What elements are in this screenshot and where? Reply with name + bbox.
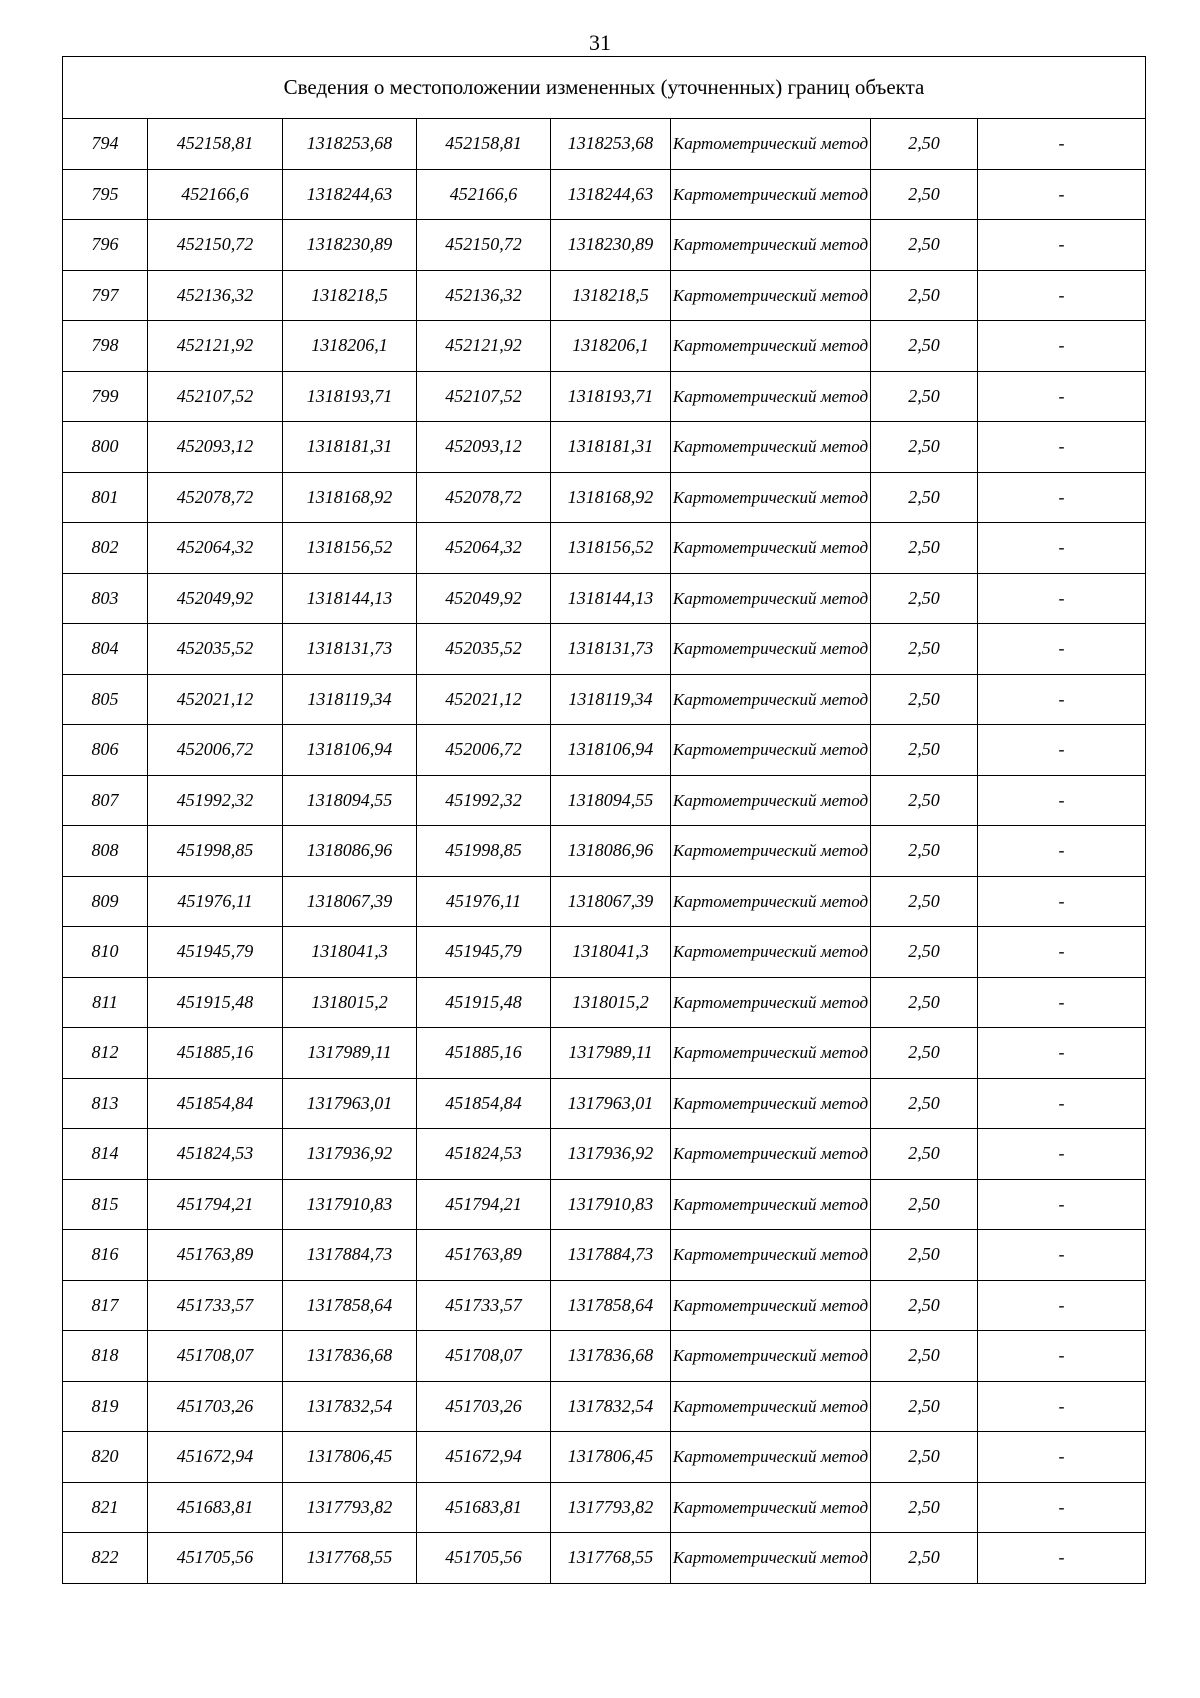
cell-x-new: 451998,85 xyxy=(417,826,551,877)
cell-point-number: 799 xyxy=(63,371,148,422)
cell-method xyxy=(671,1280,871,1331)
cell-y-new: 1318244,63 xyxy=(551,169,671,220)
cell-method xyxy=(671,1432,871,1483)
cell-precision: 2,50 xyxy=(871,826,978,877)
cell-x-new: 452049,92 xyxy=(417,573,551,624)
cell-precision: 2,50 xyxy=(871,472,978,523)
cell-x-new: 451915,48 xyxy=(417,977,551,1028)
cell-y-new: 1318119,34 xyxy=(551,674,671,725)
cell-method xyxy=(671,876,871,927)
cell-x-existing: 452150,72 xyxy=(148,220,283,271)
cell-x-existing: 451998,85 xyxy=(148,826,283,877)
cell-precision: 2,50 xyxy=(871,119,978,170)
method-text: Картометрический метод xyxy=(672,1346,869,1366)
cell-method xyxy=(671,775,871,826)
cell-point-number: 817 xyxy=(63,1280,148,1331)
cell-precision: 2,50 xyxy=(871,977,978,1028)
cell-x-new: 452166,6 xyxy=(417,169,551,220)
cell-x-existing: 451885,16 xyxy=(148,1028,283,1079)
cell-description: - xyxy=(978,1078,1146,1129)
cell-precision: 2,50 xyxy=(871,371,978,422)
cell-x-existing: 452049,92 xyxy=(148,573,283,624)
cell-x-new: 451703,26 xyxy=(417,1381,551,1432)
cell-x-existing: 451945,79 xyxy=(148,927,283,978)
cell-x-new: 452035,52 xyxy=(417,624,551,675)
cell-description: - xyxy=(978,977,1146,1028)
cell-x-existing: 452006,72 xyxy=(148,725,283,776)
table-row xyxy=(63,1482,1146,1533)
cell-method xyxy=(671,573,871,624)
cell-x-existing: 451705,56 xyxy=(148,1533,283,1584)
cell-point-number: 798 xyxy=(63,321,148,372)
cell-precision: 2,50 xyxy=(871,1129,978,1180)
table-body xyxy=(63,57,1146,1584)
cell-y-existing: 1318244,63 xyxy=(283,169,417,220)
cell-y-new: 1318144,13 xyxy=(551,573,671,624)
cell-x-new: 452121,92 xyxy=(417,321,551,372)
cell-y-new: 1318193,71 xyxy=(551,371,671,422)
table-row xyxy=(63,1381,1146,1432)
cell-description: - xyxy=(978,422,1146,473)
cell-precision: 2,50 xyxy=(871,1482,978,1533)
cell-precision: 2,50 xyxy=(871,674,978,725)
cell-point-number: 820 xyxy=(63,1432,148,1483)
cell-y-new: 1317858,64 xyxy=(551,1280,671,1331)
cell-method xyxy=(671,371,871,422)
cell-y-existing: 1318067,39 xyxy=(283,876,417,927)
cell-y-new: 1318253,68 xyxy=(551,119,671,170)
table-row xyxy=(63,927,1146,978)
cell-method xyxy=(671,826,871,877)
cell-precision: 2,50 xyxy=(871,624,978,675)
method-text: Картометрический метод xyxy=(672,891,869,911)
cell-y-new: 1318218,5 xyxy=(551,270,671,321)
cell-x-new: 452064,32 xyxy=(417,523,551,574)
cell-x-new: 451824,53 xyxy=(417,1129,551,1180)
cell-x-existing: 452064,32 xyxy=(148,523,283,574)
method-text: Картометрический метод xyxy=(672,588,869,608)
cell-y-existing: 1318230,89 xyxy=(283,220,417,271)
cell-y-new: 1317884,73 xyxy=(551,1230,671,1281)
cell-point-number: 797 xyxy=(63,270,148,321)
cell-description: - xyxy=(978,573,1146,624)
cell-x-existing: 451854,84 xyxy=(148,1078,283,1129)
cell-y-existing: 1318144,13 xyxy=(283,573,417,624)
method-text: Картометрический метод xyxy=(672,437,869,457)
cell-precision: 2,50 xyxy=(871,775,978,826)
cell-method xyxy=(671,1078,871,1129)
cell-y-new: 1318041,3 xyxy=(551,927,671,978)
cell-precision: 2,50 xyxy=(871,927,978,978)
cell-method xyxy=(671,1230,871,1281)
cell-y-existing: 1317858,64 xyxy=(283,1280,417,1331)
cell-description: - xyxy=(978,1432,1146,1483)
cell-description: - xyxy=(978,472,1146,523)
cell-y-existing: 1317963,01 xyxy=(283,1078,417,1129)
cell-y-existing: 1318041,3 xyxy=(283,927,417,978)
cell-precision: 2,50 xyxy=(871,1280,978,1331)
cell-description: - xyxy=(978,725,1146,776)
method-text: Картометрический метод xyxy=(672,992,869,1012)
cell-method xyxy=(671,1482,871,1533)
cell-description: - xyxy=(978,1331,1146,1382)
table-row xyxy=(63,1230,1146,1281)
cell-y-new: 1318168,92 xyxy=(551,472,671,523)
cell-x-existing: 452166,6 xyxy=(148,169,283,220)
cell-method xyxy=(671,927,871,978)
table-row xyxy=(63,725,1146,776)
cell-description: - xyxy=(978,775,1146,826)
method-text: Картометрический метод xyxy=(672,487,869,507)
cell-point-number: 813 xyxy=(63,1078,148,1129)
cell-y-new: 1318230,89 xyxy=(551,220,671,271)
cell-y-existing: 1318181,31 xyxy=(283,422,417,473)
cell-y-existing: 1318094,55 xyxy=(283,775,417,826)
cell-method xyxy=(671,169,871,220)
table-row xyxy=(63,1533,1146,1584)
cell-point-number: 808 xyxy=(63,826,148,877)
cell-y-existing: 1317832,54 xyxy=(283,1381,417,1432)
cell-y-new: 1317836,68 xyxy=(551,1331,671,1382)
cell-y-new: 1318131,73 xyxy=(551,624,671,675)
cell-description: - xyxy=(978,523,1146,574)
cell-method xyxy=(671,119,871,170)
cell-y-existing: 1317768,55 xyxy=(283,1533,417,1584)
cell-y-existing: 1317806,45 xyxy=(283,1432,417,1483)
cell-x-new: 451672,94 xyxy=(417,1432,551,1483)
cell-description: - xyxy=(978,321,1146,372)
cell-y-existing: 1318206,1 xyxy=(283,321,417,372)
cell-y-existing: 1317989,11 xyxy=(283,1028,417,1079)
cell-method xyxy=(671,523,871,574)
table-row xyxy=(63,1432,1146,1483)
cell-y-new: 1317832,54 xyxy=(551,1381,671,1432)
cell-point-number: 804 xyxy=(63,624,148,675)
cell-y-existing: 1318131,73 xyxy=(283,624,417,675)
cell-y-new: 1318086,96 xyxy=(551,826,671,877)
table-row xyxy=(63,1129,1146,1180)
cell-description: - xyxy=(978,1230,1146,1281)
cell-x-existing: 452136,32 xyxy=(148,270,283,321)
cell-y-new: 1317910,83 xyxy=(551,1179,671,1230)
cell-method xyxy=(671,624,871,675)
cell-point-number: 801 xyxy=(63,472,148,523)
cell-precision: 2,50 xyxy=(871,1331,978,1382)
table-row xyxy=(63,1179,1146,1230)
cell-y-new: 1318206,1 xyxy=(551,321,671,372)
cell-y-existing: 1318193,71 xyxy=(283,371,417,422)
cell-method xyxy=(671,1533,871,1584)
cell-x-new: 451733,57 xyxy=(417,1280,551,1331)
cell-description: - xyxy=(978,1533,1146,1584)
method-text: Картометрический метод xyxy=(672,1144,869,1164)
page-number: 31 xyxy=(589,30,611,55)
cell-precision: 2,50 xyxy=(871,1078,978,1129)
method-text: Картометрический метод xyxy=(672,1497,869,1517)
method-text: Картометрический метод xyxy=(672,1043,869,1063)
cell-point-number: 814 xyxy=(63,1129,148,1180)
cell-y-existing: 1318106,94 xyxy=(283,725,417,776)
cell-x-new: 451705,56 xyxy=(417,1533,551,1584)
cell-description: - xyxy=(978,220,1146,271)
cell-precision: 2,50 xyxy=(871,1381,978,1432)
cell-x-new: 452158,81 xyxy=(417,119,551,170)
cell-y-existing: 1318218,5 xyxy=(283,270,417,321)
cell-point-number: 806 xyxy=(63,725,148,776)
cell-point-number: 818 xyxy=(63,1331,148,1382)
cell-method xyxy=(671,270,871,321)
cell-description: - xyxy=(978,1028,1146,1079)
table-row xyxy=(63,624,1146,675)
table-row xyxy=(63,573,1146,624)
cell-x-existing: 452078,72 xyxy=(148,472,283,523)
cell-description: - xyxy=(978,1381,1146,1432)
method-text: Картометрический метод xyxy=(672,184,869,204)
cell-precision: 2,50 xyxy=(871,169,978,220)
cell-x-existing: 452035,52 xyxy=(148,624,283,675)
cell-precision: 2,50 xyxy=(871,1432,978,1483)
table-row xyxy=(63,220,1146,271)
table-row xyxy=(63,1280,1146,1331)
cell-point-number: 795 xyxy=(63,169,148,220)
table-row xyxy=(63,472,1146,523)
cell-x-new: 451794,21 xyxy=(417,1179,551,1230)
cell-x-existing: 451733,57 xyxy=(148,1280,283,1331)
cell-method xyxy=(671,220,871,271)
method-text: Картометрический метод xyxy=(672,841,869,861)
cell-x-new: 452078,72 xyxy=(417,472,551,523)
cell-description: - xyxy=(978,826,1146,877)
cell-y-new: 1317989,11 xyxy=(551,1028,671,1079)
cell-description: - xyxy=(978,927,1146,978)
table-row xyxy=(63,169,1146,220)
cell-y-new: 1317936,92 xyxy=(551,1129,671,1180)
cell-y-existing: 1318156,52 xyxy=(283,523,417,574)
cell-y-existing: 1317884,73 xyxy=(283,1230,417,1281)
cell-y-new: 1318094,55 xyxy=(551,775,671,826)
cell-x-new: 451992,32 xyxy=(417,775,551,826)
cell-y-existing: 1318168,92 xyxy=(283,472,417,523)
cell-precision: 2,50 xyxy=(871,1230,978,1281)
table-row xyxy=(63,321,1146,372)
cell-y-new: 1318067,39 xyxy=(551,876,671,927)
method-text: Картометрический метод xyxy=(672,740,869,760)
cell-description: - xyxy=(978,1482,1146,1533)
table-row xyxy=(63,977,1146,1028)
cell-x-new: 452006,72 xyxy=(417,725,551,776)
cell-method xyxy=(671,1381,871,1432)
method-text: Картометрический метод xyxy=(672,1093,869,1113)
cell-method xyxy=(671,1028,871,1079)
cell-point-number: 796 xyxy=(63,220,148,271)
cell-x-existing: 451672,94 xyxy=(148,1432,283,1483)
method-text: Картометрический метод xyxy=(672,689,869,709)
cell-x-existing: 452093,12 xyxy=(148,422,283,473)
cell-y-new: 1317806,45 xyxy=(551,1432,671,1483)
table-row xyxy=(63,775,1146,826)
boundary-coordinates-table xyxy=(62,56,1146,1584)
table-row xyxy=(63,876,1146,927)
cell-x-existing: 451976,11 xyxy=(148,876,283,927)
table-row xyxy=(63,422,1146,473)
cell-method xyxy=(671,674,871,725)
cell-y-existing: 1318015,2 xyxy=(283,977,417,1028)
method-text: Картометрический метод xyxy=(672,942,869,962)
method-text: Картометрический метод xyxy=(672,538,869,558)
method-text: Картометрический метод xyxy=(672,386,869,406)
method-text: Картометрический метод xyxy=(672,134,869,154)
cell-description: - xyxy=(978,371,1146,422)
method-text: Картометрический метод xyxy=(672,1194,869,1214)
cell-precision: 2,50 xyxy=(871,422,978,473)
cell-x-new: 452093,12 xyxy=(417,422,551,473)
cell-description: - xyxy=(978,270,1146,321)
cell-point-number: 812 xyxy=(63,1028,148,1079)
method-text: Картометрический метод xyxy=(672,235,869,255)
cell-precision: 2,50 xyxy=(871,321,978,372)
cell-x-existing: 452121,92 xyxy=(148,321,283,372)
cell-point-number: 811 xyxy=(63,977,148,1028)
cell-x-existing: 451708,07 xyxy=(148,1331,283,1382)
cell-point-number: 819 xyxy=(63,1381,148,1432)
cell-precision: 2,50 xyxy=(871,876,978,927)
cell-point-number: 805 xyxy=(63,674,148,725)
cell-y-new: 1317963,01 xyxy=(551,1078,671,1129)
cell-y-existing: 1317936,92 xyxy=(283,1129,417,1180)
cell-description: - xyxy=(978,119,1146,170)
table-row xyxy=(63,826,1146,877)
cell-description: - xyxy=(978,624,1146,675)
cell-x-new: 451885,16 xyxy=(417,1028,551,1079)
cell-method xyxy=(671,1331,871,1382)
cell-method xyxy=(671,1129,871,1180)
table-row xyxy=(63,119,1146,170)
cell-x-existing: 451794,21 xyxy=(148,1179,283,1230)
cell-description: - xyxy=(978,876,1146,927)
cell-description: - xyxy=(978,1179,1146,1230)
cell-method xyxy=(671,725,871,776)
cell-y-new: 1317793,82 xyxy=(551,1482,671,1533)
cell-y-existing: 1318086,96 xyxy=(283,826,417,877)
method-text: Картометрический метод xyxy=(672,1396,869,1416)
cell-method xyxy=(671,472,871,523)
cell-x-new: 451945,79 xyxy=(417,927,551,978)
cell-x-existing: 451763,89 xyxy=(148,1230,283,1281)
cell-point-number: 794 xyxy=(63,119,148,170)
cell-x-new: 452150,72 xyxy=(417,220,551,271)
cell-precision: 2,50 xyxy=(871,1028,978,1079)
cell-point-number: 803 xyxy=(63,573,148,624)
cell-point-number: 802 xyxy=(63,523,148,574)
cell-x-existing: 451992,32 xyxy=(148,775,283,826)
cell-precision: 2,50 xyxy=(871,1533,978,1584)
method-text: Картометрический метод xyxy=(672,1548,869,1568)
table-row xyxy=(63,1078,1146,1129)
cell-x-new: 451976,11 xyxy=(417,876,551,927)
cell-precision: 2,50 xyxy=(871,573,978,624)
cell-point-number: 810 xyxy=(63,927,148,978)
method-text: Картометрический метод xyxy=(672,285,869,305)
table-title-row xyxy=(63,57,1146,119)
method-text: Картометрический метод xyxy=(672,790,869,810)
cell-x-existing: 452107,52 xyxy=(148,371,283,422)
cell-y-existing: 1317910,83 xyxy=(283,1179,417,1230)
table-row xyxy=(63,270,1146,321)
cell-precision: 2,50 xyxy=(871,725,978,776)
cell-x-new: 451683,81 xyxy=(417,1482,551,1533)
cell-point-number: 821 xyxy=(63,1482,148,1533)
cell-x-existing: 452158,81 xyxy=(148,119,283,170)
cell-x-new: 452136,32 xyxy=(417,270,551,321)
method-text: Картометрический метод xyxy=(672,336,869,356)
cell-x-existing: 451683,81 xyxy=(148,1482,283,1533)
table-row xyxy=(63,523,1146,574)
cell-x-new: 451763,89 xyxy=(417,1230,551,1281)
cell-y-existing: 1317836,68 xyxy=(283,1331,417,1382)
cell-precision: 2,50 xyxy=(871,220,978,271)
cell-method xyxy=(671,422,871,473)
cell-description: - xyxy=(978,1280,1146,1331)
cell-x-existing: 451824,53 xyxy=(148,1129,283,1180)
cell-precision: 2,50 xyxy=(871,270,978,321)
cell-point-number: 809 xyxy=(63,876,148,927)
method-text: Картометрический метод xyxy=(672,639,869,659)
cell-point-number: 816 xyxy=(63,1230,148,1281)
cell-point-number: 822 xyxy=(63,1533,148,1584)
table-title: Сведения о местоположении измененных (уточненных) границ объекта xyxy=(63,57,1146,119)
cell-method xyxy=(671,977,871,1028)
cell-x-existing: 451915,48 xyxy=(148,977,283,1028)
cell-point-number: 800 xyxy=(63,422,148,473)
method-text: Картометрический метод xyxy=(672,1245,869,1265)
cell-x-new: 452107,52 xyxy=(417,371,551,422)
cell-y-new: 1317768,55 xyxy=(551,1533,671,1584)
cell-precision: 2,50 xyxy=(871,523,978,574)
method-text: Картометрический метод xyxy=(672,1447,869,1467)
method-text: Картометрический метод xyxy=(672,1295,869,1315)
table-row xyxy=(63,1028,1146,1079)
cell-point-number: 807 xyxy=(63,775,148,826)
table-row xyxy=(63,1331,1146,1382)
table-row xyxy=(63,674,1146,725)
cell-y-new: 1318106,94 xyxy=(551,725,671,776)
cell-x-existing: 451703,26 xyxy=(148,1381,283,1432)
table-row xyxy=(63,371,1146,422)
cell-point-number: 815 xyxy=(63,1179,148,1230)
cell-y-new: 1318181,31 xyxy=(551,422,671,473)
cell-y-existing: 1318253,68 xyxy=(283,119,417,170)
cell-description: - xyxy=(978,674,1146,725)
cell-y-existing: 1318119,34 xyxy=(283,674,417,725)
cell-method xyxy=(671,1179,871,1230)
cell-x-existing: 452021,12 xyxy=(148,674,283,725)
cell-y-existing: 1317793,82 xyxy=(283,1482,417,1533)
cell-description: - xyxy=(978,169,1146,220)
cell-precision: 2,50 xyxy=(871,1179,978,1230)
cell-x-new: 451708,07 xyxy=(417,1331,551,1382)
cell-y-new: 1318156,52 xyxy=(551,523,671,574)
cell-x-new: 452021,12 xyxy=(417,674,551,725)
cell-x-new: 451854,84 xyxy=(417,1078,551,1129)
cell-method xyxy=(671,321,871,372)
cell-description: - xyxy=(978,1129,1146,1180)
cell-y-new: 1318015,2 xyxy=(551,977,671,1028)
